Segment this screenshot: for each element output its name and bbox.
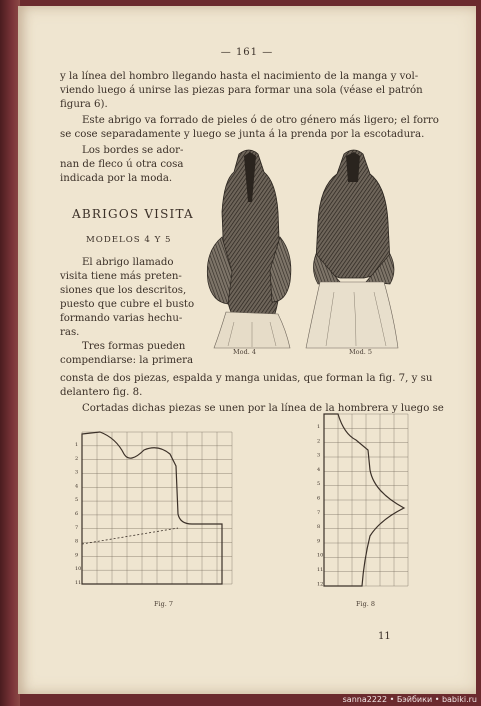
fig7-dotted-line [82,528,178,544]
signature-mark: 11 [378,631,391,642]
paragraph-line: Este abrigo va forrado de pieles ó de otro género más ligero; el forro [82,115,439,126]
axis-number: 9 [75,552,79,559]
side-paragraph-line: El abrigo llamado [82,257,174,268]
watermark: sanna2222 • Бэйбики • babiki.ru [342,695,477,704]
side-paragraph-line: visita tiene más preten- [60,271,182,282]
axis-number: 9 [317,538,321,545]
section-title: ABRIGOS VISITA [72,207,194,221]
axis-number: 8 [75,538,79,545]
mod5-figure [306,150,398,348]
side-paragraph-line: formando varias hechu- [60,313,183,324]
axis-number: 3 [317,452,321,459]
paragraph-line: se cose separadamente y luego se junta á la prenda por la escotadura. [60,129,425,140]
side-paragraph-line: Tres formas pueden [82,341,186,352]
page-number: — 161 — [220,47,274,58]
paragraph-line: Los bordes se ador- [82,145,184,156]
axis-number: 10 [75,566,82,573]
side-paragraph-line: ras. [60,327,80,338]
book-page [18,6,476,694]
axis-number: 6 [75,511,79,517]
axis-number: 3 [75,469,79,476]
illustration-coats [194,142,404,360]
axis-number: 7 [75,524,79,531]
full-line: delantero fig. 8. [60,387,143,398]
axis-number: 8 [317,524,321,531]
paragraph-line: indicada por la moda. [60,173,173,184]
paragraph-line: viendo luego á unirse las piezas para formar una sola (véase el patrón [60,85,423,96]
axis-number: 6 [317,495,321,502]
pattern-fig8 [308,410,424,596]
paragraph-line: figura 6). [60,99,108,110]
axis-number: 4 [317,466,321,473]
fig8-grid [324,414,408,586]
caption-mod5: Mod. 5 [349,348,372,356]
caption-fig7: Fig. 7 [154,600,174,608]
axis-number: 11 [75,580,82,586]
axis-number: 7 [317,509,321,516]
axis-number: 5 [75,497,79,504]
book-spine [0,0,20,706]
fig7-outline [82,432,222,584]
mod4-figure [207,150,291,348]
fig7-grid [82,432,232,584]
axis-number: 2 [317,438,321,445]
pattern-fig7 [72,424,248,594]
axis-number: 1 [75,442,79,448]
side-paragraph-line: puesto que cubre el busto [60,299,195,310]
full-line: consta de dos piezas, espalda y manga unidas, que forman la fig. 7, y su [60,373,433,384]
paragraph-line: y la línea del hombro llegando hasta el nacimiento de la manga y vol- [60,71,419,82]
full-line: Cortadas dichas piezas se unen por la línea de la hombrera y luego se [82,403,444,414]
axis-number: 5 [317,481,321,488]
side-paragraph-line: siones que los descritos, [60,285,187,296]
axis-number: 1 [317,424,321,430]
axis-number: 4 [75,483,79,490]
axis-number: 12 [317,581,324,588]
axis-number: 2 [75,455,79,462]
caption-fig8: Fig. 8 [356,600,376,608]
side-paragraph-line: compendiarse: la primera [60,355,194,366]
axis-number: 10 [317,552,324,559]
caption-mod4: Mod. 4 [233,348,256,356]
paragraph-line: nan de fleco ú otra cosa [60,159,184,170]
axis-number: 11 [317,567,324,573]
section-subtitle: MODELOS 4 Y 5 [86,235,172,245]
